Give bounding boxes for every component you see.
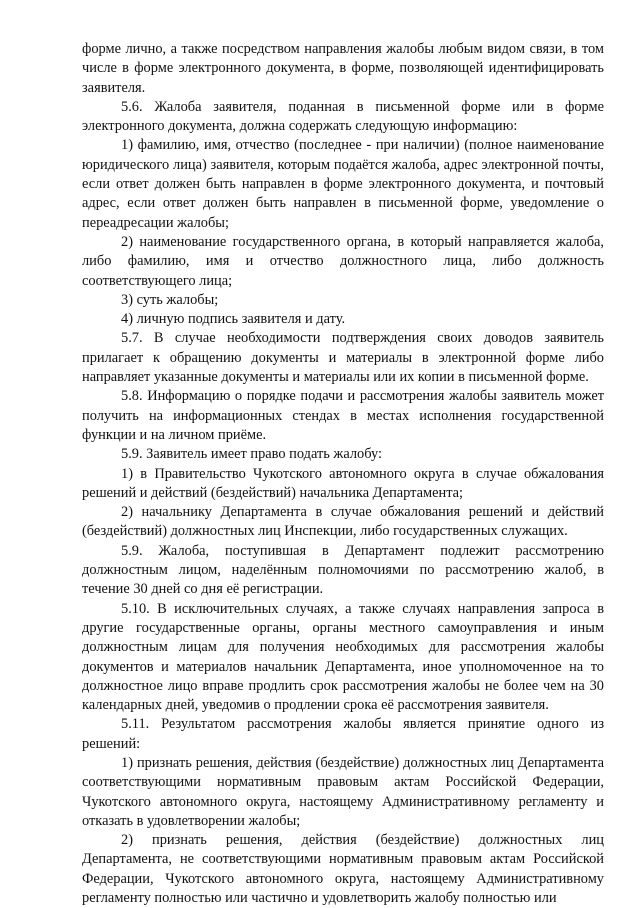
paragraph-5-6-item-4: 4) личную подпись заявителя и дату. (121, 311, 346, 328)
paragraph-5-9: 5.9. Заявитель имеет право подать жалобу: (121, 446, 383, 463)
paragraph-5-9-complaint-term: 5.9. Жалоба, поступившая в Департамент подлежит рассмотрению должностным лицом, наделённым полномочиями по рассмотрению жалоб, в течение 30 дней со дня её регистрации. (82, 542, 604, 598)
paragraph-5-9-item-2: 2) начальнику Департамента в случае обжалования решений и действий (бездействий) должностных лиц Инспекции, либо государственных служащих. (82, 504, 604, 540)
paragraph-5-11-item-2: 2) признать решения, действия (бездействие) должностных лиц Департамента, не соответствующими нормативным правовым актам Российской Федерации, Чукотского автономного округа, настоящему Административному регламенту полностью или частично и удовлетворить жалобу полностью или (82, 832, 604, 907)
paragraph-5-6-item-2: 2) наименование государственного органа, в который направляется жалоба, либо фамилию, имя и отчество должностного лица, либо должность соответствующего лица; (82, 233, 604, 289)
paragraph-5-9-item-1: 1) в Правительство Чукотского автономного округа в случае обжалования решений и действий (бездействий) начальника Департамента; (82, 465, 604, 501)
document-page (82, 40, 604, 908)
paragraph-5-8: 5.8. Информацию о порядке подачи и рассмотрения жалобы заявитель может получить на информационных стендах в местах исполнения государственной функции и на личном приёме. (82, 388, 604, 443)
paragraph-5-6: 5.6. Жалоба заявителя, поданная в письменной форме или в форме электронного документа, должна содержать следующую информацию: (82, 98, 604, 135)
paragraph-5-11: 5.11. Результатом рассмотрения жалобы является принятие одного из решений: (82, 716, 604, 752)
paragraph-5-7: 5.7. В случае необходимости подтверждения своих доводов заявитель прилагает к обращению документы и материалы в электронной форме либо направляет указанные документы и материалы или их копии в письменной форме. (82, 330, 604, 386)
paragraph-intro-continuation: форме лично, а также посредством направления жалобы любым видом связи, в том числе в форме электронного документа, в форме, позволяющей идентифицировать заявителя. (82, 41, 604, 96)
paragraph-5-6-item-1: 1) фамилию, имя, отчество (последнее - при наличии) (полное наименование юридического лица) заявителя, которым подаётся жалоба, адрес электронной почты, если ответ должен быть направлен в форме электронного документа, и почтовый адрес, если ответ должен быть направлен в письменной форме, уведомление о переадресации жалобы; (82, 137, 604, 231)
paragraph-5-10: 5.10. В исключительных случаях, а также случаях направления запроса в другие государственные органы, органы местного самоуправления и иным должностным лицам для получения необходимых для рассмотрения жалобы документов и материалов начальник Департамента, иное уполномоченное на то должностное лицо вправе продлить срок рассмотрения жалобы не более чем на 30 календарных дней, уведомив о продлении срока её рассмотрения заявителя. (82, 600, 604, 714)
paragraph-5-6-item-3: 3) суть жалобы; (121, 291, 219, 308)
paragraph-5-11-item-1: 1) признать решения, действия (бездействие) должностных лиц Департамента соответствующими нормативным правовым актам Российской Федерации, Чукотского автономного округа, настоящему Административному регламенту и отказать в удовлетворении жалобы; (82, 754, 604, 829)
